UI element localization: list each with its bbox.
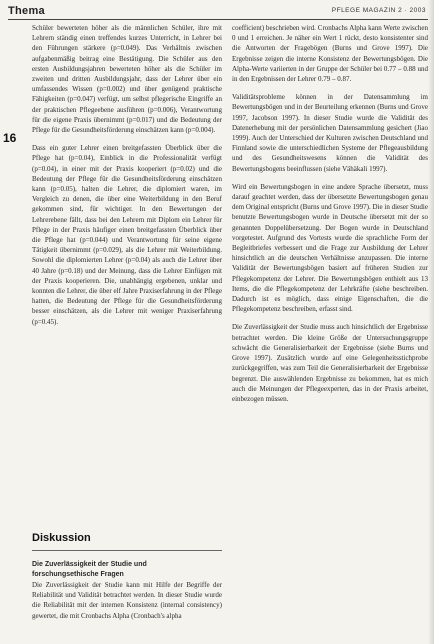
right-column (232, 23, 428, 404)
journal-name: PFLEGE MAGAZIN 2 · 2003 (331, 7, 426, 14)
left-paragraph: Dass ein guter Lehrer einen breitgefassten Überblick über die Pflege hat (p=0.04), Einblick in die Professionalität verfügt (p=0.04), in einer mit der Praxis kooperiert (p=0.02) und die Bedeutung der Pflege für die Gesundheitsförderung einschätzen kann (p=0.05), halten die Lehrer, die diplomiert waren, im Vergleich zu denen, die über eine Weiterbildung in den Beruf gekommen sind, für wichtiger. In den Bewertungen der Lehrerebene fällt, dass bei den Lehrern mit Diplom ein Lehrer für Pflege in der Praxis häufiger einen breitgefassten Überblick über die Pflege hat (p=0.044) und Verantwortung für seine eigene Tätigkeit übernimmt (p=0.029), als die Lehrer mit Weiterbildung. Sowohl die diplomierten Lehrer (p=0.04) als auch die Lehrer über 40 Jahre (p=0.18) und der Meinung, dass die Lehrer Einfügen mit der Praxis kooperieren. Die, unabhängig ergebenen, unklar und konnten die Lehrer, die über elf Jahre Praxiserfahrung in der Pflege hatten, die Bedeutung der Pflege für die Gesundheitsförderung besser einschätzen, als die Lehrer mit weniger Praxiserfahrung (p=0.45). (32, 144, 222, 326)
right-paragraph: Validitätsprobleme können in der Datensammlung im Bewertungsbögen und in der Beurteilung erkennen (Burns und Grove 1997, Jacobson 1997). In dieser Studie wurde die Validität des Datenerhebung mit der persönlichen Datensammlung gesichert (Jiao 1999). Auch der Unterschied der Kulturen zwischen Deutschland und Finnland sowie die unterschiedlichen Systeme der Pflegeausbildung und des Gesundheitswesens können die Validität des Bewertungsbogens beeinflussen (siehe Vähäkali 1997). (232, 93, 428, 173)
page-edge-shadow (428, 0, 434, 644)
discussion-divider (32, 550, 222, 551)
left-column (32, 23, 222, 327)
page-number: 16 (3, 131, 17, 145)
discussion-section (32, 560, 222, 621)
discussion-subheading: Die Zuverlässigkeit der Studie und (32, 561, 147, 568)
discussion-paragraph: Die Zuverlässigkeit der Studie kann mit Hilfe der Begriffe der Reliabilität und Validität betrachtet werden. In dieser Studie wurde die Reliabilität mit der internen Konsistenz (internal consistency) gewertet, die mit Cronbachs Alpha (Cronbach's alpha (32, 581, 222, 620)
right-paragraph: coefficient) beschrieben wird. Cronbachs Alpha kann Werte zwischen 0 und 1 erreichen. Je näher ein Wert 1 rückt, desto konsistenter sind die Antworten der Fragebögen (Burns und Grove 1997). Die Ergebnisse zeigen die interne Konsistenz der Bewertungsbögen. Die Alpha-Werte variierten in der Gruppe der Schüler bei 0.77 – 0.88 und in den Ergebnissen der Lehrer 0.79 – 0.87. (232, 24, 428, 84)
section-title: Thema (8, 5, 45, 17)
header-divider (8, 19, 428, 20)
discussion-subheading: forschungsethische Fragen (32, 571, 124, 578)
left-paragraph: Schüler bewerteten höher als die männlichen Schüler, ihre mit Lehrern ständig einen treffendes kurzes Unterricht, in Lehrer bei den Führungen stärkere (p=0.049). Das Verhältnis zwischen aufgabenmäßig beitrag eine Bestätigung. Die Schüler aus den ersten Ausbildungsjahren bewerteten höher als die Schüler im zweiten und dritten Ausbildungsjahr, dass der Lehrer über ein umfassendes Wissen (p=0.002) und über genügend praktische Fähigkeiten (p=0.047) verfügt, um selbst pflegerische Eingriffe an der praktischen Pflegeebene ausführen (p=0.006), Verantwortung für die eigene Praxis übernimmt (p=0.017) und die Bedeutung der Pflege für die Gesundheitsförderung einschätzen kann (p=0.004). (32, 24, 222, 135)
right-paragraph: Wird ein Bewertungsbogen in eine andere Sprache übersetzt, muss darauf geachtet werden, dass der übersetzte Bewertungsbogen genau dem Original entspricht (Burns und Grove 1997). Die in dieser Studie benutzte Bewertungsbogen wurde in Deutsche übersetzt mit der so genannten Doppelübersetzung. Der Bogen wurde in Deutschland vorgetestet. Aufgrund des Vortests wurde die sprachliche Form der Begleitbriefes verbessert und die Frage zur Ausbildung der Lehrer hinsichtlich an die deutschen Verhältnisse anzupassen. Die interne Validität der Bewertungsbögen basiert auf früheren Studien zur Pflegekompetenz der Lehrer. Die Bewertungsbögen enthielt aus 13 Items, die die Pflegekompetenz der Lehrkräfte (siehe beschreiben. Dadurch ist es möglich, dass einige Eigenschaften, die die Pflegekompetenz beschreiben, erfasst sind. (232, 182, 428, 314)
discussion-heading: Diskussion (32, 532, 91, 544)
right-paragraph: Die Zuverlässigkeit der Studie muss auch hinsichtlich der Ergebnisse betrachtet werden. Die kleine Größe der Untersuchungsgruppe schwächt die Generalisierbarkeit der Ergebnisse (siehe Burns und Grove 1997). Zusätzlich wurde auf eine Gelegenheitsstichprobe zurückgegriffen, was zum Teil die Generalisierbarkeit der Ergebnisse begrenzt. Die auswählenden Ergebnisse zu bekommen, hat es mich auch die Meinungen der Pflegeexperten, das in der Praxis arbeitet, einbezogen müssen. (232, 323, 428, 403)
